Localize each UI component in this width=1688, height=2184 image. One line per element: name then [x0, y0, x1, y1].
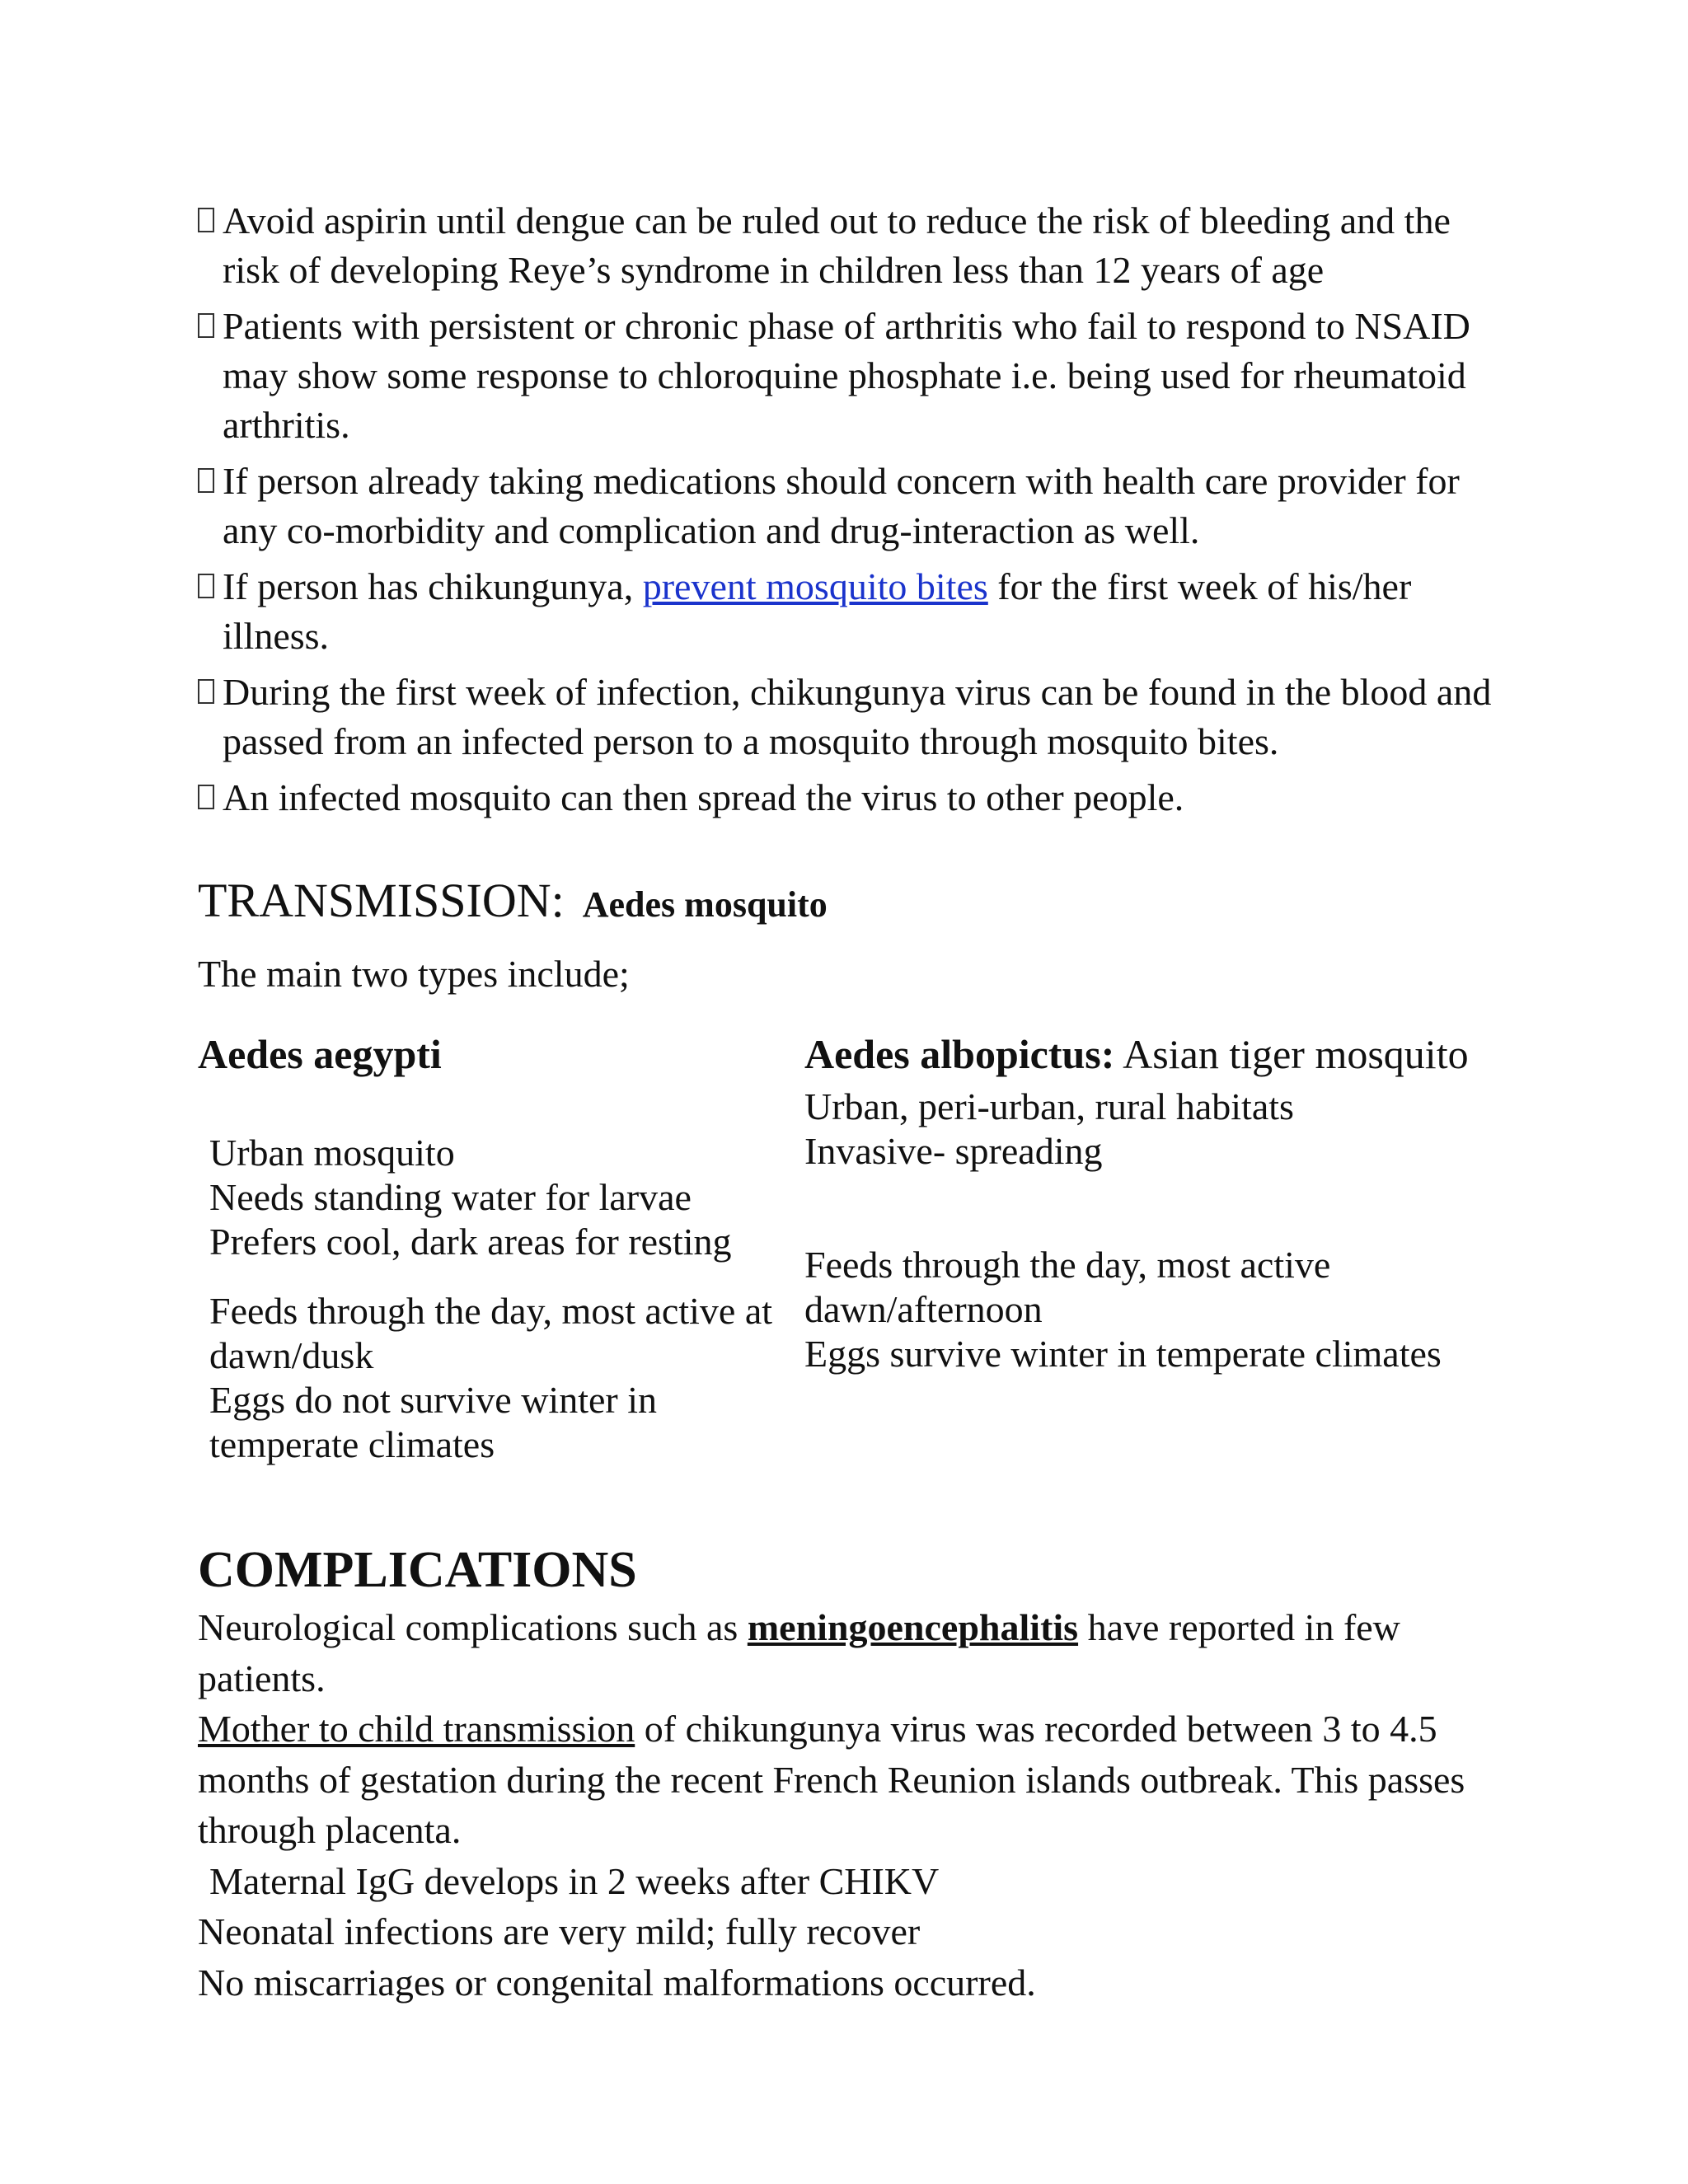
bullet-text: If person already taking medications should concern with health care provider for any co-morbidity and complication and drug-interaction as well. — [223, 460, 1460, 551]
bullet-item — [198, 302, 1492, 450]
complication-paragraph: Neonatal infections are very mild; fully recover — [198, 1910, 921, 1952]
complication-paragraph: Neurological complications such as meningoencephalitis have reported in few patients. — [198, 1606, 1400, 1699]
prevent-mosquito-bites-link[interactable]: prevent mosquito bites — [642, 565, 988, 607]
trait-item: Eggs do not survive winter in temperate climates — [209, 1379, 657, 1465]
albopictus-traits — [804, 1085, 1497, 1376]
aegypti-heading: Aedes aegypti — [198, 1031, 442, 1077]
trait-item: Feeds through the day, most active dawn/afternoon — [804, 1244, 1331, 1330]
complications-title: COMPLICATIONS — [198, 1542, 637, 1598]
bullet-box-icon — [198, 574, 214, 598]
bullet-item — [198, 668, 1492, 766]
complication-paragraph: Mother to child transmission of chikungunya virus was recorded between 3 to 4.5 months of gestation during the recent French Reunion islands outbreak. This passes through placenta. — [198, 1708, 1465, 1851]
bullet-box-icon — [198, 679, 214, 704]
bullet-item — [198, 562, 1492, 661]
trait-item: Urban, peri-urban, rural habitats — [804, 1085, 1294, 1127]
complication-paragraph: No miscarriages or congenital malformations occurred. — [198, 1961, 1036, 2004]
meningoencephalitis-term: meningoencephalitis — [747, 1606, 1079, 1648]
albopictus-heading: Aedes albopictus: Asian tiger mosquito — [804, 1031, 1469, 1077]
mother-to-child-term: Mother to child transmission — [198, 1708, 635, 1750]
albopictus-common-name: Asian tiger mosquito — [1123, 1031, 1469, 1077]
bullet-text: An infected mosquito can then spread the virus to other people. — [223, 776, 1184, 818]
bullet-box-icon — [198, 313, 214, 338]
trait-item: Invasive- spreading — [804, 1130, 1103, 1172]
aegypti-traits — [198, 1131, 775, 1467]
trait-item: Prefers cool, dark areas for resting — [209, 1221, 732, 1263]
trait-item: Eggs survive winter in temperate climates — [804, 1333, 1442, 1375]
aedes-aegypti-column — [198, 1029, 775, 1467]
bullet-box-icon — [198, 785, 214, 809]
complications-body — [198, 1602, 1492, 2008]
transmission-intro: The main two types include; — [198, 953, 630, 995]
trait-item: Feeds through the day, most active at dawn/dusk — [209, 1290, 773, 1376]
bullet-text: During the first week of infection, chikungunya virus can be found in the blood and passed from an infected person to a mosquito through mosquito bites. — [223, 671, 1492, 762]
bullet-list — [198, 196, 1492, 829]
bullet-box-icon — [198, 208, 214, 232]
bullet-text: Patients with persistent or chronic phase of arthritis who fail to respond to NSAID may show some response to chloroquine phosphate i.e. being used for rheumatoid arthritis. — [223, 305, 1470, 446]
transmission-subtitle: Aedes mosquito — [582, 884, 828, 925]
transmission-title: TRANSMISSION: — [198, 874, 565, 927]
complication-paragraph: Maternal IgG develops in 2 weeks after CHIKV — [209, 1859, 940, 1902]
bullet-text — [223, 562, 1492, 661]
bullet-text-after-link: for the first week of his/her illness. — [223, 565, 1412, 657]
transmission-heading — [198, 872, 828, 934]
trait-item: Needs standing water for larvae — [209, 1176, 692, 1218]
bullet-item — [198, 196, 1492, 295]
aedes-albopictus-column — [804, 1029, 1497, 1376]
bullet-box-icon — [198, 468, 214, 493]
bullet-text-before-link: If person has chikungunya, — [223, 565, 643, 607]
bullet-item — [198, 457, 1492, 555]
bullet-item — [198, 773, 1492, 823]
trait-item: Urban mosquito — [209, 1132, 455, 1174]
bullet-text: Avoid aspirin until dengue can be ruled out to reduce the risk of bleeding and the risk of developing Reye’s syndrome in children less than 12 years of age — [223, 199, 1451, 291]
